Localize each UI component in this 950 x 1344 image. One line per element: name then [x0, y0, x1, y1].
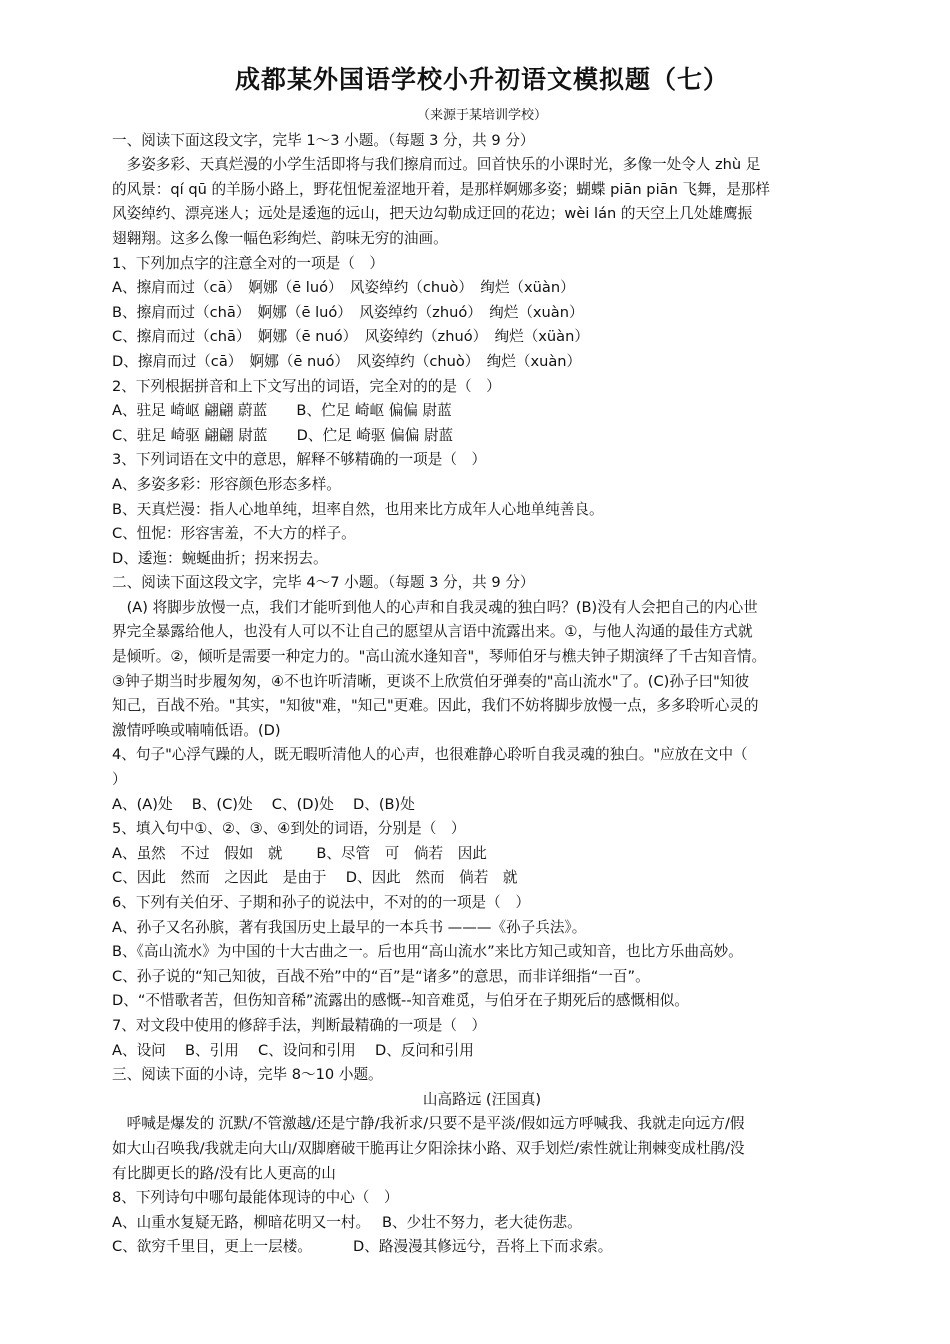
poem-line: 呼喊是爆发的 沉默/不管激越/还是宁静/我祈求/只要不是平淡/假如远方呼喊我、我就走向远方/假	[112, 1115, 745, 1133]
question-6: 6、下列有关伯牙、子期和孙子的说法中，不对的的一项是（ ）	[112, 894, 530, 911]
question-1-option-b: B、擦肩而过（chā） 婀娜（ē luó） 风姿绰约（zhuó） 绚烂（xuàn）	[112, 303, 584, 321]
section-3-heading: 三、阅读下面的小诗，完毕 8～10 小题。	[112, 1066, 383, 1084]
document-title: 成都某外国语学校小升初语文模拟题（七）	[234, 65, 729, 94]
question-6-option-c: C、孙子说的“知己知彼，百战不殆”中的“百”是“诸多”的意思，而非详细指“一百”。	[112, 967, 650, 985]
question-6-option-b: B、《高山流水》为中国的十大古曲之一。后也用“高山流水”来比方知己或知音，也比方乐曲高妙。	[112, 943, 743, 961]
question-2-options-cd: C、驻足 崎驱 翩翩 尉蓝 D、伫足 崎驱 偏偏 尉蓝	[112, 426, 454, 444]
passage-2-line: 是倾听。②，倾听是需要一种定力的。"高山流水逢知音"，琴师伯牙与樵夫钟子期演绎了千古知音情。	[112, 648, 767, 666]
passage-2-line: ③钟子期当时步履匆匆，④不也许听清晰，更谈不上欣赏伯牙弹奏的"高山流水"了。(C)孙子曰"知彼	[112, 672, 750, 690]
question-5: 5、填入句中①、②、③、④到处的词语，分别是（ ）	[112, 820, 466, 838]
question-7: 7、对文段中使用的修辞手法，判断最精确的一项是（ ）	[112, 1016, 487, 1034]
question-3: 3、下列词语在文中的意思，解释不够精确的一项是（ ）	[112, 451, 487, 469]
question-1-option-c: C、擦肩而过（chā） 婀娜（ē nuó） 风姿绰约（zhuó） 绚烂（xüàn）	[112, 328, 589, 346]
question-4-continued: ）	[112, 771, 127, 789]
question-4-options: A、(A)处 B、(C)处 C、(D)处 D、(B)处	[112, 795, 415, 813]
question-1-option-d: D、擦肩而过（cā） 婀娜（ē nuó） 风姿绰约（chuò） 绚烂（xuàn）	[112, 352, 582, 370]
section-2-heading: 二、阅读下面这段文字，完毕 4～7 小题。（每题 3 分，共 9 分）	[112, 574, 535, 592]
section-1-heading: 一、阅读下面这段文字，完毕 1～3 小题。（每题 3 分，共 9 分）	[112, 131, 535, 149]
question-7-options: A、设问 B、引用 C、设问和引用 D、反问和引用	[112, 1041, 474, 1059]
question-3-option-d: D、逶迤：蜿蜒曲折；拐来拐去。	[112, 549, 328, 567]
document-page	[112, 60, 852, 1260]
poem-line: 如大山召唤我/我就走向大山/双脚磨破干脆再让夕阳涂抹小路、双手划烂/索性就让荆棘变成杜鹃/没	[112, 1139, 745, 1157]
passage-1-line: 多姿多彩、天真烂漫的小学生活即将与我们擦肩而过。回首快乐的小课时光，多像一处令人 zhù 足	[112, 156, 761, 174]
question-3-option-b: B、天真烂漫：指人心地单纯，坦率自然，也用来比方成年人心地单纯善良。	[112, 500, 604, 518]
question-1: 1、下列加点字的注意全对的一项是（ ）	[112, 254, 384, 272]
question-8-options-ab: A、山重水复疑无路，柳暗花明又一村。 B、少壮不努力，老大徒伤悲。	[112, 1213, 582, 1231]
question-3-option-c: C、忸怩：形容害羞，不大方的样子。	[112, 525, 356, 543]
source-note: （来源于某培训学校）	[416, 108, 547, 123]
question-6-option-d: D、“不惜歌者苦，但伤知音稀”流露出的感慨--知音难觅，与伯牙在子期死后的感慨相似。	[112, 992, 689, 1010]
poem-line: 有比脚更长的路/没有比人更高的山	[112, 1164, 336, 1182]
passage-1-line: 的风景：qí qū 的羊肠小路上，野花忸怩羞涩地开着，是那样婀娜多姿；蝴蝶 piān piān 飞舞，是那样	[112, 180, 771, 198]
question-6-option-a: A、孙子又名孙膑，著有我国历史上最早的一本兵书 ———《孙子兵法》。	[112, 918, 587, 936]
question-3-option-a: A、多姿多彩：形容颜色形态多样。	[112, 475, 341, 493]
poem-title: 山高路远 (汪国真)	[422, 1090, 542, 1108]
question-5-options-ab: A、虽然 不过 假如 就 B、尽管 可 倘若 因此	[112, 844, 487, 862]
question-8-options-cd: C、欲穷千里目，更上一层楼。 D、路漫漫其修远兮，吾将上下而求索。	[112, 1238, 613, 1256]
passage-2-line: 知己，百战不殆。"其实，"知彼"难，"知己"更难。因此，我们不妨将脚步放慢一点，多多聆听心灵的	[112, 697, 759, 715]
passage-2-line: 界完全暴露给他人，也没有人可以不让自己的愿望从言语中流露出来。①，与他人沟通的最佳方式就	[112, 623, 753, 641]
passage-1-line: 翅翱翔。这多么像一幅色彩绚烂、韵味无穷的油画。	[112, 229, 448, 247]
question-8: 8、下列诗句中哪句最能体现诗的中心（ ）	[112, 1189, 399, 1207]
passage-2-line: (A) 将脚步放慢一点，我们才能听到他人的心声和自我灵魂的独白吗？(B)没有人会把自己的内心世	[112, 598, 758, 616]
passage-2-line: 激情呼唤或喃喃低语。(D)	[112, 721, 281, 739]
question-2-options-ab: A、驻足 崎岖 翩翩 蔚蓝 B、伫足 崎岖 偏偏 尉蓝	[112, 402, 452, 420]
question-1-option-a: A、擦肩而过（cā） 婀娜（ē luó） 风姿绰约（chuò） 绚烂（xüàn）	[112, 279, 575, 297]
question-5-options-cd: C、因此 然而 之因此 是由于 D、因此 然而 倘若 就	[112, 869, 518, 887]
passage-1-line: 风姿绰约、漂亮迷人；远处是逶迤的远山，把天边勾勒成迂回的花边；wèi lán 的天空上几处雄鹰振	[112, 205, 753, 223]
question-2: 2、下列根据拼音和上下文写出的词语，完全对的的是（ ）	[112, 377, 501, 395]
question-4: 4、句子"心浮气躁的人，既无暇听清他人的心声，也很难静心聆听自我灵魂的独白。"应放在文中（	[112, 746, 748, 764]
